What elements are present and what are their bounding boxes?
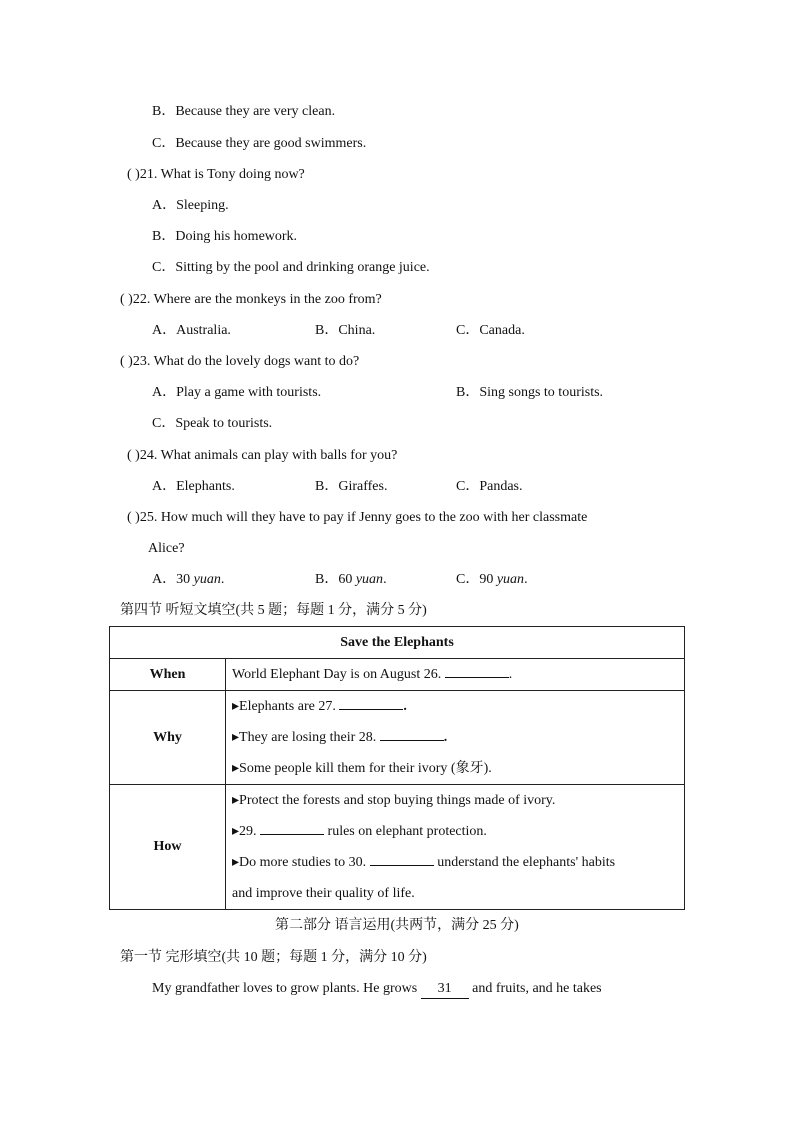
question-24: ( )24. What animals can play with balls for you? — [127, 448, 398, 463]
option-25b: B．60 yuan. — [315, 572, 387, 587]
row-content-how: ▸Protect the forests and stop buying things made of ivory. ▸29. rules on elephant protection. ▸Do more studies to 30. understand the elephants' habits and improve their quality of life. — [226, 785, 685, 910]
blank-30[interactable] — [370, 851, 434, 866]
option-22b: B．China. — [315, 323, 376, 338]
option-22a: A．Australia. — [152, 323, 231, 338]
question-21: ( )21. What is Tony doing now? — [127, 167, 305, 182]
option-20b: B．Because they are very clean. — [152, 104, 336, 119]
option-24a: A．Elephants. — [152, 479, 235, 494]
cloze-paragraph: My grandfather loves to grow plants. He grows 31 and fruits, and he takes — [152, 980, 602, 999]
blank-26[interactable] — [445, 663, 509, 678]
table-title: Save the Elephants — [110, 627, 685, 659]
option-23b: B．Sing songs to tourists. — [456, 385, 604, 400]
option-21c: C．Sitting by the pool and drinking orange juice. — [152, 260, 430, 275]
row-label-how: How — [110, 785, 226, 910]
blank-28[interactable] — [380, 726, 444, 741]
option-21b: B．Doing his homework. — [152, 229, 298, 244]
option-25c: C．90 yuan. — [456, 572, 528, 587]
option-24b: B．Giraffes. — [315, 479, 388, 494]
blank-27[interactable] — [339, 695, 403, 710]
question-25-continued: Alice? — [148, 541, 185, 556]
section-1-heading: 第一节 完形填空(共 10 题；每题 1 分，满分 10 分) — [120, 950, 427, 965]
option-22c: C．Canada. — [456, 323, 525, 338]
option-23a: A．Play a game with tourists. — [152, 385, 322, 400]
question-22: ( )22. Where are the monkeys in the zoo from? — [120, 292, 382, 307]
option-20c: C．Because they are good swimmers. — [152, 136, 367, 151]
row-content-when: World Elephant Day is on August 26. . — [226, 659, 685, 691]
question-25: ( )25. How much will they have to pay if Jenny goes to the zoo with her classmate — [127, 510, 588, 525]
blank-31[interactable]: 31 — [421, 980, 469, 999]
option-24c: C．Pandas. — [456, 479, 523, 494]
option-23c: C．Speak to tourists. — [152, 416, 273, 431]
row-content-why: ▸Elephants are 27. . ▸They are losing their 28. . ▸Some people kill them for their ivory (象牙). — [226, 691, 685, 785]
section-4-heading: 第四节 听短文填空(共 5 题；每题 1 分，满分 5 分) — [120, 603, 427, 618]
option-21a: A．Sleeping. — [152, 198, 229, 213]
blank-29[interactable] — [260, 820, 324, 835]
notes-table — [109, 626, 685, 910]
question-23: ( )23. What do the lovely dogs want to do? — [120, 354, 360, 369]
option-25a: A．30 yuan. — [152, 572, 225, 587]
row-label-when: When — [110, 659, 226, 691]
row-label-why: Why — [110, 691, 226, 785]
part-2-heading: 第二部分 语言运用(共两节，满分 25 分) — [275, 918, 519, 933]
